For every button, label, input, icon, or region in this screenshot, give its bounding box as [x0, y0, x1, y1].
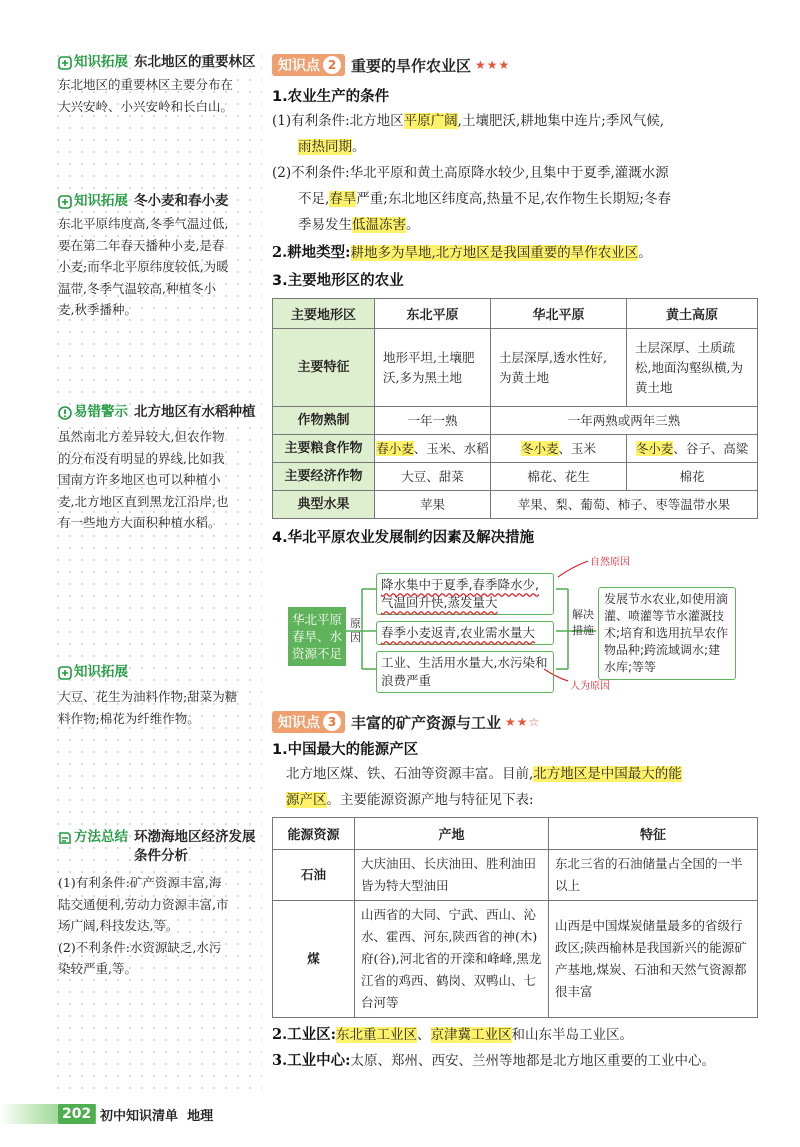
table-row: 主要经济作物 大豆、甜菜 棉花、花生 棉花 — [273, 463, 758, 491]
table-row: 作物熟制 一年一熟 一年两熟或两年三熟 — [273, 407, 758, 435]
natural-cause-note: 自然原因 — [590, 557, 630, 568]
knowledge-tag: 知识拓展 — [58, 663, 128, 682]
star-rating-icon: ★★☆ — [505, 715, 541, 729]
text-line: (2)不利条件:水资源缺乏,水污 — [58, 939, 222, 955]
section-heading: 4.华北平原农业发展制约因素及解决措施 — [272, 530, 535, 546]
text-line: 的分布没有明显的界线,比如我 — [58, 450, 225, 466]
point-number: 2 — [323, 56, 341, 74]
farmland-type: 2.耕地类型:耕地多为旱地,北方地区是我国重要的旱作农业区。 — [272, 244, 652, 261]
text-line: 场广阔,科技发达,等。 — [58, 918, 179, 933]
unfavorable-conditions: (2)不利条件:华北平原和黄土高原降水较少,且集中于夏季,灌溉水源 不足,春旱严重;东北地区纬度高,热量不足,农作物生长期短;冬春 季易发生低温冻害。 — [272, 165, 671, 233]
text-line: 大豆、花生为油料作物;甜菜为糖 — [58, 689, 238, 704]
solution-box: 发展节水农业,如使用滴灌、喷灌等节水灌溉技术;培育和选用抗旱农作物品种;跨流域调水;建水库;等等 — [598, 587, 736, 680]
method-tag: 方法总结 — [58, 828, 128, 847]
text-line: 东北平原纬度高,冬季气温过低, — [58, 216, 229, 231]
reason-box-2: 春季小麦返青,农业需水量大 — [376, 621, 554, 645]
section-title: 冬小麦和春小麦 — [134, 193, 229, 209]
text-line: 要在第二年春天播种小麦,是春 — [58, 237, 225, 253]
knowledge-tag: 知识拓展 — [58, 192, 128, 211]
table-row: 主要粮食作物 春小麦、玉米、水稻 冬小麦、玉米 冬小麦、谷子、高粱 — [273, 435, 758, 463]
section-heading: 1.农业生产的条件 — [272, 89, 390, 105]
sidebar — [50, 48, 262, 1098]
section-heading: 1.中国最大的能源产区 — [272, 742, 419, 758]
reason-box-1: 降水集中于夏季,春季降水少,气温回升快,蒸发量大 — [376, 573, 554, 615]
sidebar-section-forest — [58, 53, 258, 117]
knowledge-point-2-header — [272, 50, 758, 80]
table-row: 煤 山西省的大同、宁武、西山、沁水、霍西、河东,陕西省的神(木)府(谷),河北省的开滦和峰峰,黑龙江省的鸡西、鹤岗、双鸭山、七台河等 山西是中国煤炭储量最多的省级行政区;陕西榆林是我国新兴的能源矿产基地,煤炭、石油和天然气资源都很丰富 — [273, 901, 758, 1018]
terrain-agriculture-table — [272, 298, 758, 519]
human-cause-note: 人为原因 — [570, 681, 610, 692]
knowledge-point-badge: 知识点 3 — [272, 711, 345, 733]
book-title: 初中知识清单 地理 — [100, 1109, 214, 1124]
table-row: 主要特征 地形平坦,土壤肥沃,多为黑土地 土层深厚,透水性好,为黄土地 土层深厚、土质疏松,地面沟壑纵横,为黄土地 — [273, 329, 758, 407]
page-number: 202 — [58, 1104, 95, 1124]
sidebar-section-warning — [58, 403, 258, 534]
point-number: 3 — [323, 713, 341, 731]
knowledge-point-title: 重要的旱作农业区 — [351, 56, 472, 75]
sidebar-section-wheat — [58, 192, 258, 321]
table-row: 石油 大庆油田、长庆油田、胜利油田皆为特大型油田 东北三省的石油储量占全国的一半以上 — [273, 850, 758, 901]
text-line: 大兴安岭、小兴安岭和长白山。 — [58, 98, 234, 114]
text-line: 国南方许多地区也可以种植小 — [58, 472, 221, 487]
text-line: 小麦;而华北平原纬度较低,为暖 — [58, 259, 229, 274]
text-line: 麦,北方地区直到黑龙江沿岸,也 — [58, 493, 229, 509]
measure-label: 解决措施 — [572, 608, 594, 637]
expand-icon — [58, 666, 72, 680]
text-line: 料作物;棉花为纤维作物。 — [58, 710, 200, 726]
table-row: 典型水果 苹果 苹果、梨、葡萄、柿子、枣等温带水果 — [273, 491, 758, 519]
table-header: 特征 — [549, 818, 758, 850]
text-line: 温带,冬季气温较高,种植冬小 — [58, 280, 216, 296]
industrial-zones: 2.工业区:东北重工业区、京津冀工业区和山东半岛工业区。 — [272, 1026, 633, 1043]
text-line: 虽然南北方差异较大,但农作物 — [58, 429, 225, 444]
text-line: 东北地区的重要林区主要分布在 — [58, 77, 234, 92]
table-header: 主要地形区 — [273, 299, 375, 329]
energy-resources-table — [272, 817, 758, 1018]
section-heading: 3.主要地形区的农业 — [272, 273, 404, 289]
knowledge-point-badge: 知识点 2 — [272, 54, 345, 76]
expand-icon — [58, 195, 72, 209]
text-line: 麦,秋季播种。 — [58, 302, 137, 317]
text-line: 染较严重,等。 — [58, 961, 137, 976]
table-header: 能源资源 — [273, 818, 355, 850]
text-line: (1)有利条件:矿产资源丰富,海 — [58, 875, 222, 890]
method-icon — [58, 831, 72, 845]
knowledge-point-3-header — [272, 707, 758, 737]
star-rating-icon: ★★★ — [475, 58, 511, 72]
text-line: 有一些地方大面积种植水稻。 — [58, 515, 221, 530]
expand-icon — [58, 56, 72, 70]
table-header: 华北平原 — [491, 299, 627, 329]
table-header: 黄土高原 — [627, 299, 758, 329]
section-title: 北方地区有水稻种植 — [134, 404, 256, 420]
energy-intro: 北方地区煤、铁、石油等资源丰富。目前,北方地区是中国最大的能 源产区。主要能源资源产地与特征见下表: — [286, 766, 682, 808]
table-header: 产地 — [355, 818, 549, 850]
sidebar-section-method — [58, 828, 258, 980]
alert-icon — [58, 406, 72, 420]
reason-label: 原因 — [350, 617, 361, 644]
table-header: 东北平原 — [375, 299, 491, 329]
knowledge-point-title: 丰富的矿产资源与工业 — [351, 713, 502, 732]
knowledge-tag: 知识拓展 — [58, 53, 128, 72]
problem-box: 华北平原春旱、水资源不足 — [288, 607, 346, 666]
main-content — [272, 50, 758, 1074]
section-title: 环渤海地区经济发展条件分析 — [134, 829, 256, 864]
favorable-conditions: (1)有利条件:北方地区平原广阔,土壤肥沃,耕地集中连片;季风气候, 雨热同期。 — [272, 113, 665, 155]
sidebar-section-crops — [58, 663, 258, 729]
section-title: 东北地区的重要林区 — [134, 54, 256, 70]
warning-tag: 易错警示 — [58, 403, 128, 422]
industrial-centers: 3.工业中心:太原、郑州、西安、兰州等地都是北方地区重要的工业中心。 — [272, 1052, 715, 1069]
constraint-diagram — [272, 551, 758, 701]
page-footer — [0, 1101, 800, 1127]
text-line: 陆交通便利,劳动力资源丰富,市 — [58, 896, 229, 912]
reason-box-3: 工业、生活用水量大,水污染和浪费严重 — [376, 651, 554, 693]
